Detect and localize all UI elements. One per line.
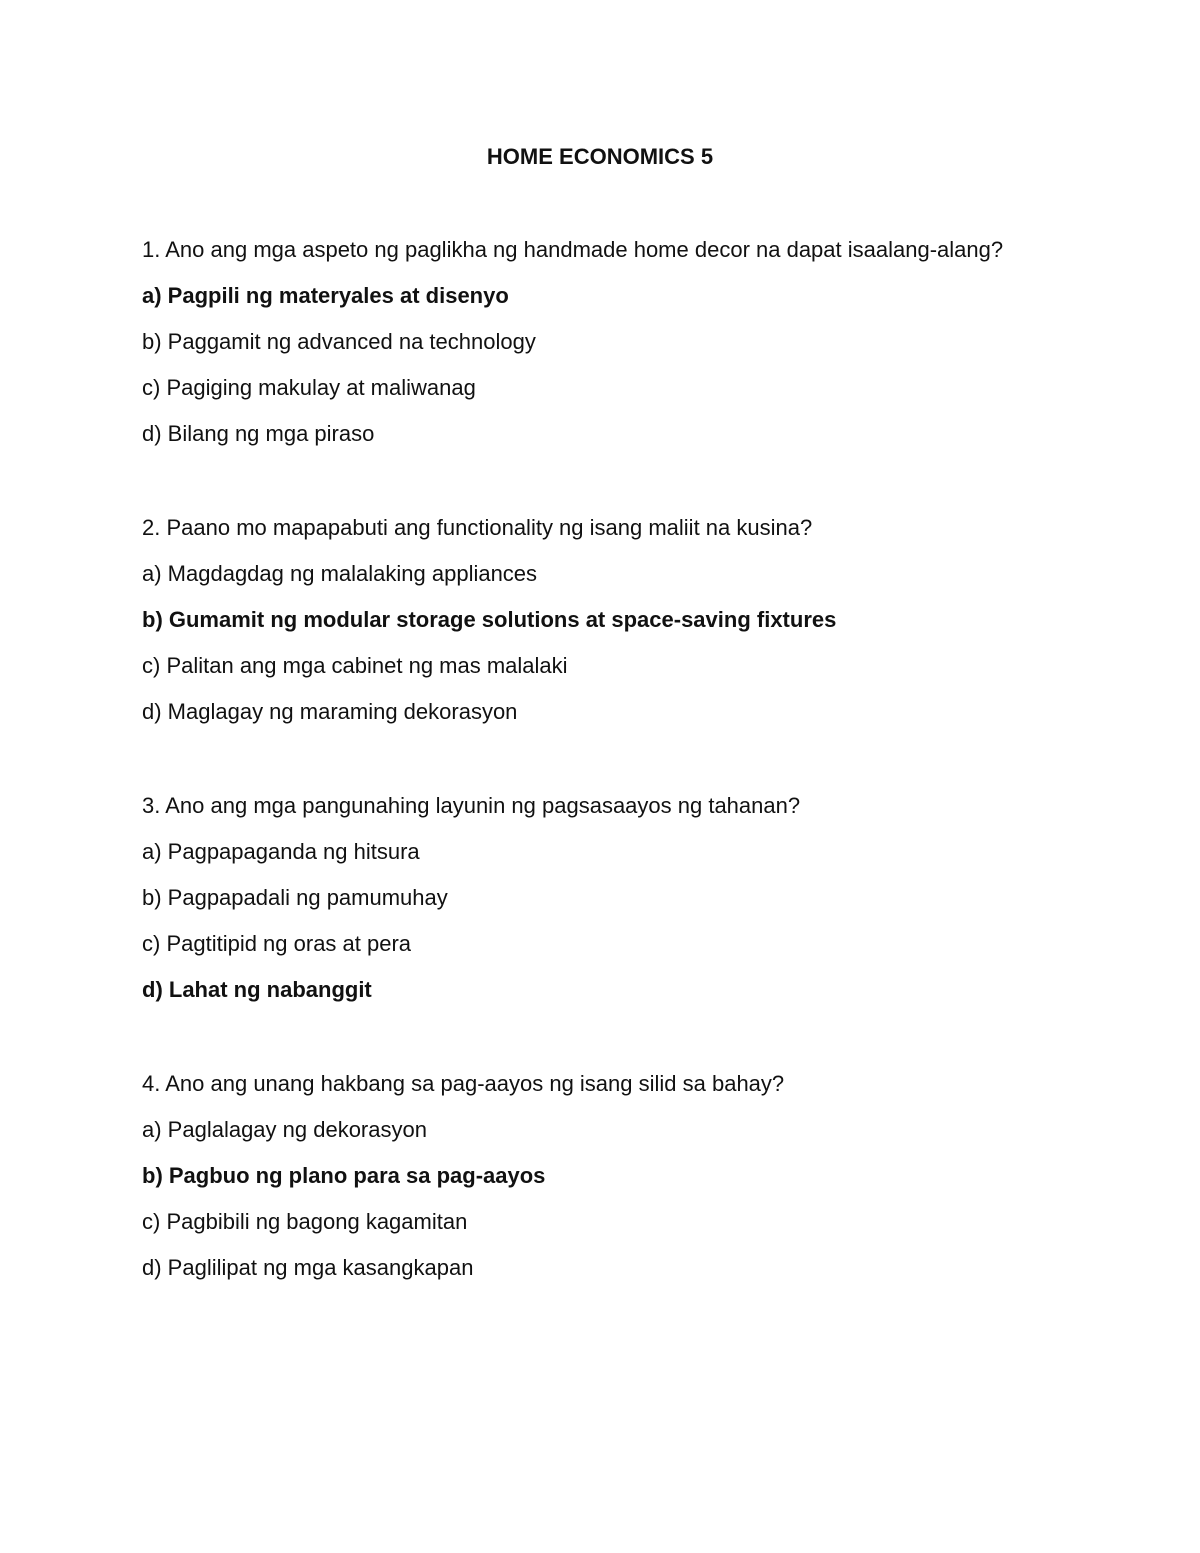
option-d: d) Maglagay ng maraming dekorasyon	[142, 699, 518, 724]
option-c: c) Pagiging makulay at maliwanag	[142, 375, 476, 400]
option-b: b) Pagpapadali ng pamumuhay	[142, 885, 448, 910]
question-text: 2. Paano mo mapapabuti ang functionality ng isang maliit na kusina?	[142, 515, 813, 540]
option-c: c) Pagbibili ng bagong kagamitan	[142, 1209, 468, 1234]
question-4	[142, 1068, 1022, 1283]
question-2	[142, 512, 1022, 727]
question-text: 1. Ano ang mga aspeto ng paglikha ng handmade home decor na dapat isaalang-alang?	[142, 237, 1004, 262]
option-d: d) Lahat ng nabanggit	[142, 977, 372, 1002]
option-d: d) Bilang ng mga piraso	[142, 421, 375, 446]
option-d: d) Paglilipat ng mga kasangkapan	[142, 1255, 474, 1280]
page-title: HOME ECONOMICS 5	[486, 144, 714, 169]
option-c: c) Palitan ang mga cabinet ng mas malalaki	[142, 653, 568, 678]
option-b: b) Paggamit ng advanced na technology	[142, 329, 536, 354]
option-a: a) Magdagdag ng malalaking appliances	[142, 561, 538, 586]
question-list	[142, 234, 1022, 1283]
question-text: 4. Ano ang unang hakbang sa pag-aayos ng isang silid sa bahay?	[142, 1071, 785, 1096]
option-a: a) Pagpili ng materyales at disenyo	[142, 283, 509, 308]
question-3	[142, 790, 1022, 1005]
option-b: b) Pagbuo ng plano para sa pag-aayos	[142, 1163, 546, 1188]
option-a: a) Pagpapaganda ng hitsura	[142, 839, 420, 864]
option-c: c) Pagtitipid ng oras at pera	[142, 931, 412, 956]
question-text: 3. Ano ang mga pangunahing layunin ng pagsasaayos ng tahanan?	[142, 793, 801, 818]
question-1	[142, 234, 1022, 449]
option-b: b) Gumamit ng modular storage solutions at space-saving fixtures	[142, 607, 837, 632]
option-a: a) Paglalagay ng dekorasyon	[142, 1117, 427, 1142]
